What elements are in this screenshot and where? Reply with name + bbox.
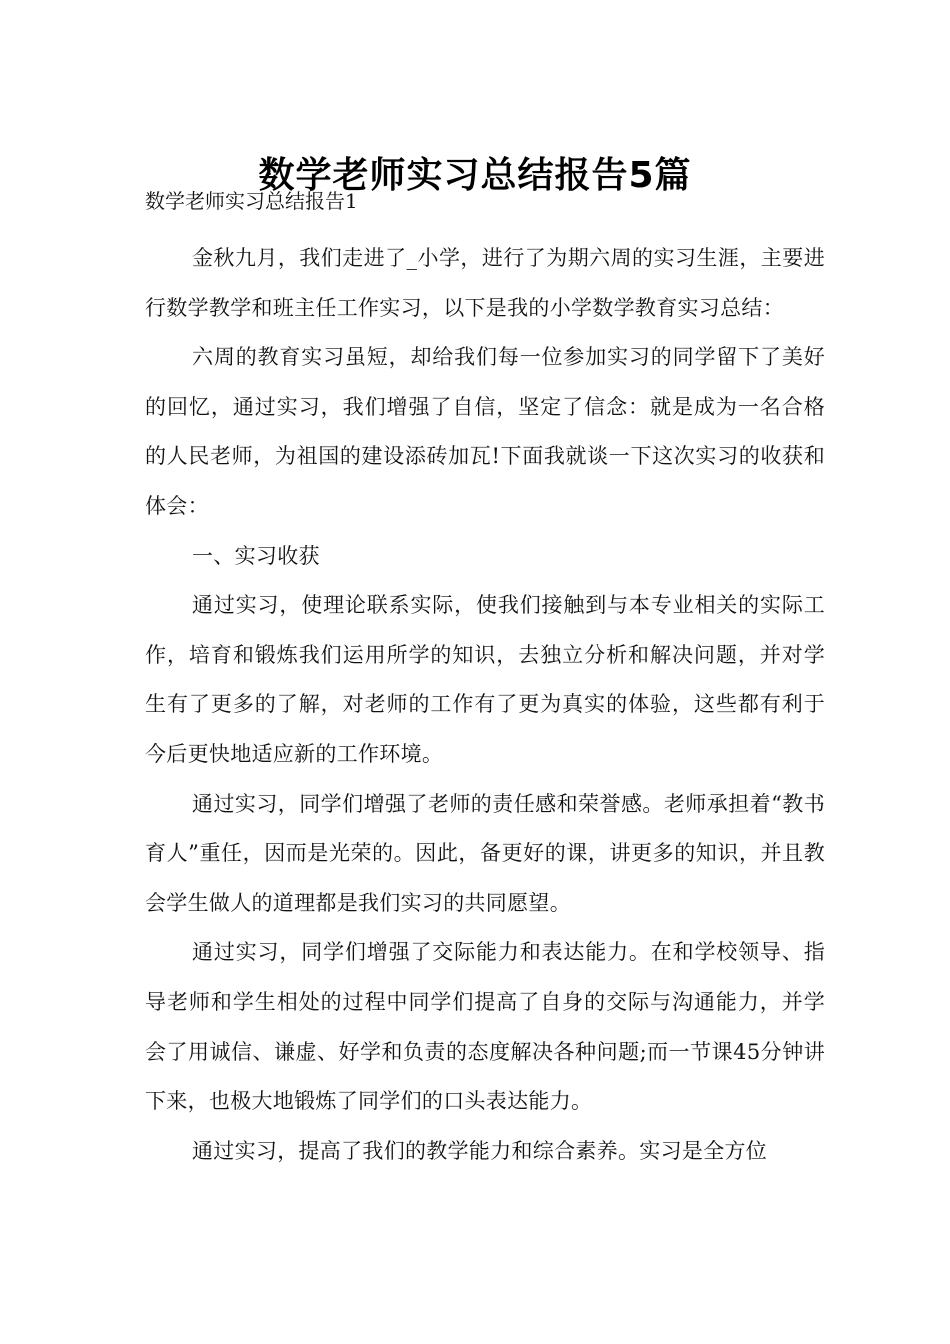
paragraph-intro: 金秋九月，我们走进了_小学，进行了为期六周的实习生涯，主要进行数学教学和班主任工作实习，以下是我的小学数学教育实习总结：: [145, 246, 825, 320]
paragraph-gain-2: 通过实习，同学们增强了老师的责任感和荣誉感。老师承担着“教书育人”重任，因而是光荣的。因此，备更好的课，讲更多的知识，并且教会学生做人的道理都是我们实习的共同愿望。: [145, 791, 825, 915]
section-heading: 一、实习收获: [192, 543, 320, 568]
paragraph-reflection: 六周的教育实习虽短，却给我们每一位参加实习的同学留下了美好的回忆，通过实习，我们增强了自信，坚定了信念：就是成为一名合格的人民老师，为祖国的建设添砖加瓦!下面我就谈一下这次实习的收获和体会：: [145, 345, 825, 518]
document-title: 数学老师实习总结报告5篇: [258, 155, 692, 197]
section-subtitle: 数学老师实习总结报告1: [145, 189, 358, 213]
paragraph-gain-1: 通过实习，使理论联系实际，使我们接触到与本专业相关的实际工作，培育和锻炼我们运用所学的知识，去独立分析和解决问题，并对学生有了更多的了解，对老师的工作有了更为真实的体验，这些都有利于今后更快地适应新的工作环境。: [145, 593, 825, 766]
document-body: [145, 234, 825, 1176]
paragraph-gain-4: 通过实习，提高了我们的教学能力和综合素养。实习是全方位: [192, 1138, 768, 1163]
paragraph-gain-3: 通过实习，同学们增强了交际能力和表达能力。在和学校领导、指导老师和学生相处的过程中同学们提高了自身的交际与沟通能力，并学会了用诚信、谦虚、好学和负责的态度解决各种问题;而一节课45分钟讲下来，也极大地锻炼了同学们的口头表达能力。: [145, 940, 825, 1114]
